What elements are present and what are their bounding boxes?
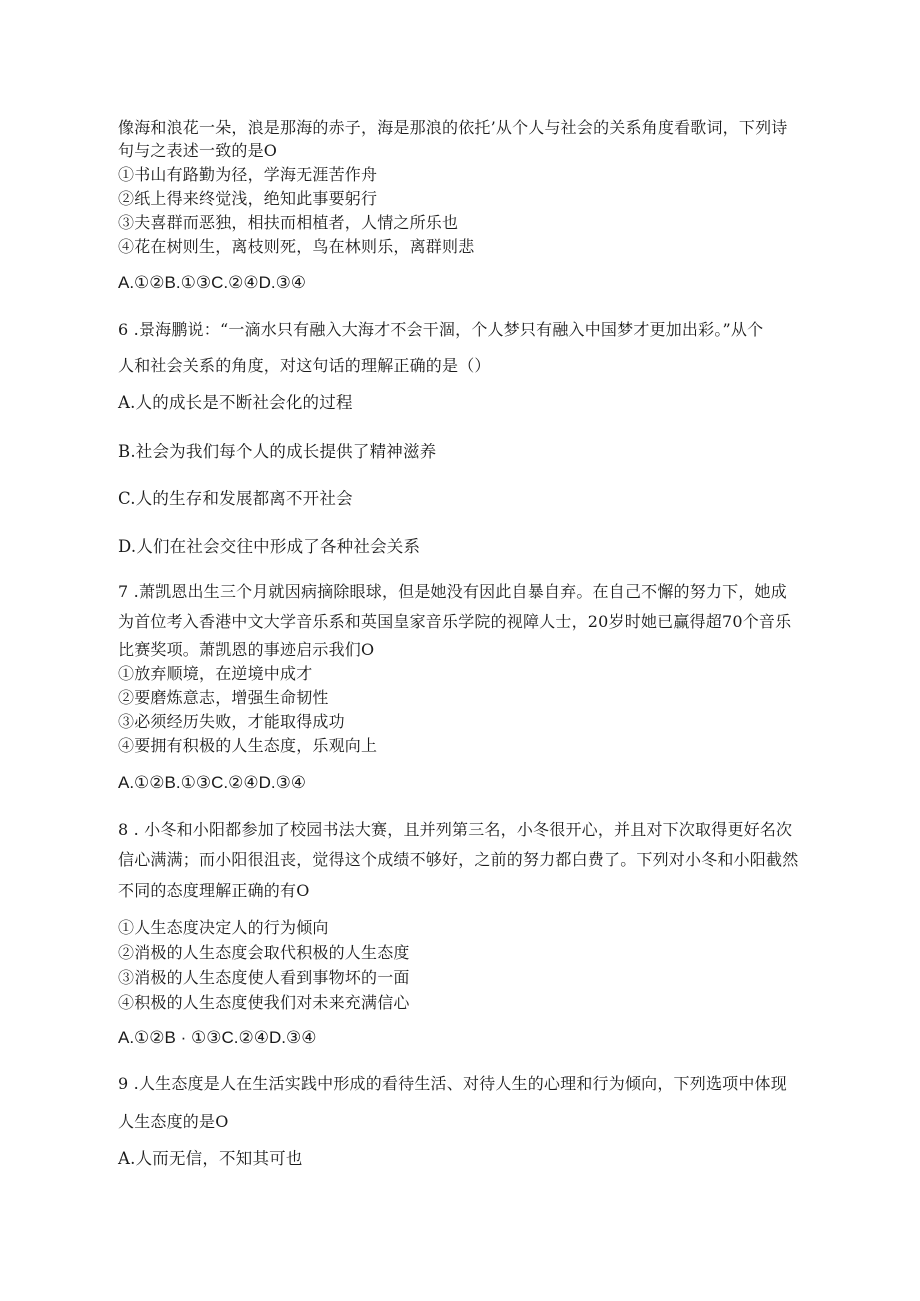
q7-stem-line3: 比赛奖项。萧凯恩的事迹启示我们O	[118, 640, 375, 659]
q5-item-2: ②纸上得来终觉浅，绝知此事要躬行	[118, 189, 378, 208]
q6-option-b: B.社会为我们每个人的成长提供了精神滋养	[118, 442, 437, 461]
q8-stem-line2: 信心满满；而小阳很沮丧，觉得这个成绩不够好，之前的努力都白费了。下列对小冬和小阳截然	[118, 850, 799, 869]
q5-answer-choices: A.①②B.①③C.②④D.③④	[118, 273, 307, 292]
q6-option-a: A.人的成长是不断社会化的过程	[118, 393, 353, 412]
q7-stem-line2: 为首位考入香港中文大学音乐系和英国皇家音乐学院的视障人士，20岁时她已赢得超70个音乐	[118, 612, 792, 631]
q5-stem-line2: 句与之表述一致的是O	[118, 141, 278, 160]
q5-item-3: ③夫喜群而恶独，相扶而相植者，人情之所乐也	[118, 213, 459, 232]
q5-item-1: ①书山有路勤为径，学海无涯苦作舟	[118, 165, 378, 184]
q5-item-4: ④花在树则生，离枝则死，鸟在林则乐，离群则悲	[118, 237, 475, 256]
q6-stem-line2: 人和社会关系的角度，对这句话的理解正确的是（）	[118, 356, 491, 375]
q8-answer-choices: A.①②B · ①③C.②④D.③④	[118, 1028, 317, 1047]
q7-answer-choices: A.①②B.①③C.②④D.③④	[118, 773, 307, 792]
q8-item-1: ①人生态度决定人的行为倾向	[118, 918, 329, 937]
q8-item-3: ③消极的人生态度使人看到事物坏的一面	[118, 968, 410, 987]
q6-option-c: C.人的生存和发展都离不开社会	[118, 489, 353, 508]
q7-stem-line1: 7 .萧凯恩出生三个月就因病摘除眼球，但是她没有因此自暴自弃。在自己不懈的努力下，她成	[118, 582, 787, 601]
q7-item-2: ②要磨炼意志，增强生命韧性	[118, 688, 329, 707]
q9-option-a: A.人而无信，不知其可也	[118, 1149, 303, 1168]
q6-stem-line1: 6 .景海鹏说：“一滴水只有融入大海才不会干涸，个人梦只有融入中国梦才更加出彩。”从个	[118, 320, 764, 339]
q8-item-4: ④积极的人生态度使我们对未来充满信心	[118, 993, 410, 1012]
q7-item-4: ④要拥有积极的人生态度，乐观向上	[118, 736, 378, 755]
q9-stem-line2: 人生态度的是O	[118, 1112, 229, 1131]
q8-stem-line3: 不同的态度理解正确的有O	[118, 881, 310, 900]
q5-stem-line1: 像海和浪花一朵，浪是那海的赤子，海是那浪的依托’从个人与社会的关系角度看歌词，下列诗	[118, 118, 788, 137]
q9-stem-line1: 9 .人生态度是人在生活实践中形成的看待生活、对待人生的心理和行为倾向，下列选项中体现	[118, 1074, 787, 1093]
q8-stem-line1: 8 . 小冬和小阳都参加了校园书法大赛，且并列第三名，小冬很开心，并且对下次取得更好名次	[118, 820, 793, 839]
q7-item-1: ①放弃顺境，在逆境中成才	[118, 664, 313, 683]
q6-option-d: D.人们在社会交往中形成了各种社会关系	[118, 537, 421, 556]
q7-item-3: ③必须经历失败，才能取得成功	[118, 712, 345, 731]
q8-item-2: ②消极的人生态度会取代积极的人生态度	[118, 943, 410, 962]
